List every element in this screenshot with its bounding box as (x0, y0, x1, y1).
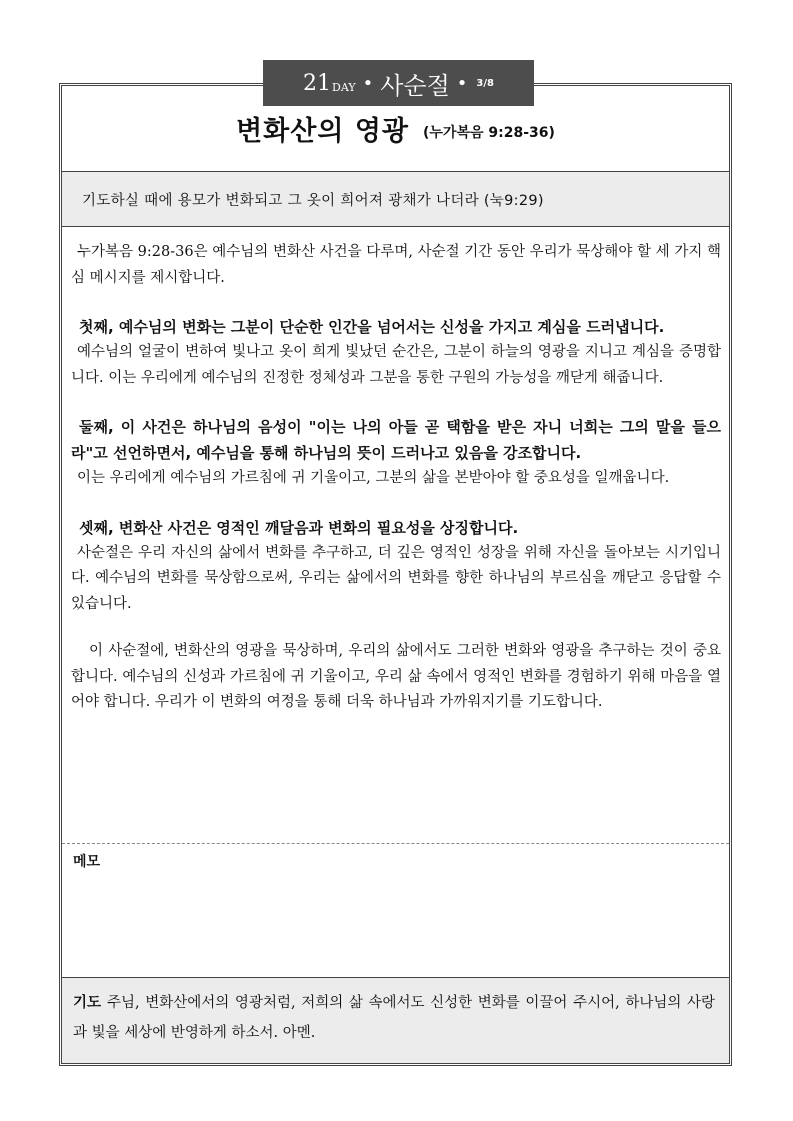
point-heading-1: 첫째, 예수님의 변화는 그분이 단순한 인간을 넘어서는 신성을 가지고 계심을 드러냅니다. (79, 318, 665, 336)
memo-label: 메모 (73, 854, 101, 870)
key-verse: 기도하실 때에 용모가 변화되고 그 옷이 희어져 광채가 나더라 (눅9:29) (62, 172, 729, 227)
closing-paragraph: 이 사순절에, 변화산의 영광을 묵상하며, 우리의 삶에서도 그러한 변화와 영광을 추구하는 것이 중요합니다. 예수님의 신성과 가르침에 귀 기울이고, 우리 삶 속에서 영적인 변화를 경험하기 위해 마음을 열어야 합니다. 우리가 이 변화의 여정을 통해 더욱 하나님과 가까워지기를 기도합니다. (71, 643, 721, 710)
point-heading-2: 둘째, 이 사건은 하나님의 음성이 "이는 나의 아들 곧 택함을 받은 자니 너희는 그의 말을 들으라"고 선언하면서, 예수님을 통해 하나님의 뜻이 드러나고 있음을 강조합니다. (71, 418, 721, 462)
date-label: 3/8 (476, 77, 494, 89)
point-text-3: 사순절은 우리 자신의 삶에서 변화를 추구하고, 더 깊은 영적인 성장을 위해 자신을 돌아보는 시기입니다. 예수님의 변화를 묵상함으로써, 우리는 삶에서의 변화를 향한 하나님의 부르심을 깨닫고 응답할 수 있습니다. (71, 544, 721, 612)
point-heading-3: 셋째, 변화산 사건은 영적인 깨달음과 변화의 필요성을 상징합니다. (79, 518, 519, 537)
point-text-2: 이는 우리에게 예수님의 가르침에 귀 기울이고, 그분의 삶을 본받아야 할 중요성을 일깨웁니다. (77, 470, 670, 486)
day-suffix: DAY (332, 81, 356, 94)
page-title: 변화산의 영광 (236, 116, 409, 147)
day-header-tab (263, 60, 534, 106)
season-label: 사순절 (380, 71, 450, 100)
scripture-reference: (누가복음 9:28-36) (423, 124, 555, 141)
separator-dot: • (362, 72, 374, 94)
prayer-label: 기도 (73, 995, 102, 1011)
separator-dot: • (456, 72, 468, 94)
day-number: 21 (303, 70, 331, 96)
prayer-text: 주님, 변화산에서의 영광처럼, 저희의 삶 속에서도 신성한 변화를 이끌어 주시어, 하나님의 사랑과 빛을 세상에 반영하게 하소서. 아멘. (73, 995, 715, 1041)
intro-paragraph: 누가복음 9:28-36은 예수님의 변화산 사건을 다루며, 사순절 기간 동안 우리가 묵상해야 할 세 가지 핵심 메시지를 제시합니다. (71, 244, 721, 286)
page-frame (59, 83, 732, 1066)
point-text-1: 예수님의 얼굴이 변하여 빛나고 옷이 희게 빛났던 순간은, 그분이 하늘의 영광을 지니고 계심을 증명합니다. 이는 우리에게 예수님의 진정한 정체성과 그분을 통한 구원의 가능성을 깨닫게 해줍니다. (71, 344, 721, 386)
